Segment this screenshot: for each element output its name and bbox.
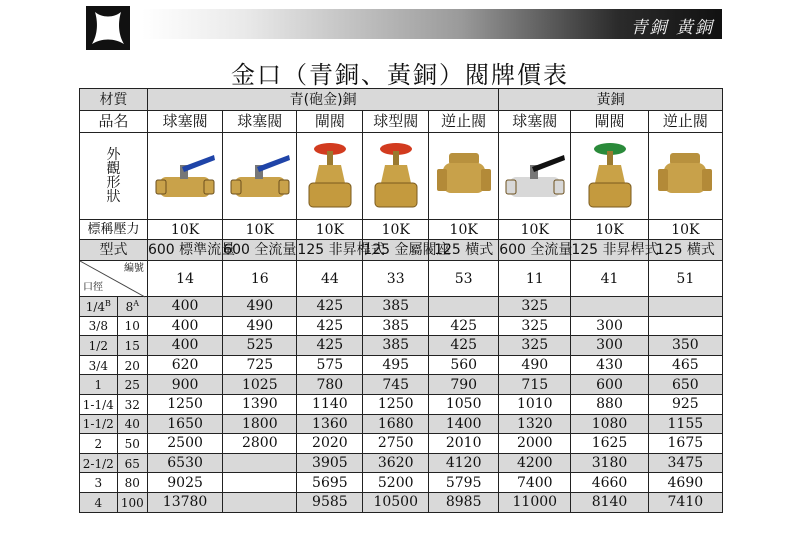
bronze-full-port-ball-valve-icon <box>223 133 297 220</box>
rating-value: 10K <box>648 220 722 240</box>
size-mm: 20 <box>117 355 147 375</box>
price-cell: 400 <box>147 297 222 317</box>
brass-check-valve-icon <box>648 133 722 220</box>
product-name: 球塞閥 <box>499 111 571 133</box>
price-cell: 620 <box>147 355 222 375</box>
price-cell: 600 <box>571 375 648 395</box>
product-name: 逆止閥 <box>429 111 499 133</box>
price-cell: 1400 <box>429 414 499 434</box>
price-cell: 1025 <box>223 375 297 395</box>
price-cell: 3905 <box>297 453 363 473</box>
logo-icon <box>82 2 134 54</box>
price-cell: 325 <box>499 336 571 356</box>
appearance-label: 外 觀 形 狀 <box>80 133 148 220</box>
size-inch: 2 <box>80 434 118 454</box>
size-inch: 1-1/2 <box>80 414 118 434</box>
price-cell: 1390 <box>223 394 297 414</box>
bronze-ball-valve-icon <box>147 133 222 220</box>
product-name: 球型閥 <box>363 111 429 133</box>
price-row <box>80 316 723 336</box>
price-cell <box>223 492 297 512</box>
size-inch: 3/8 <box>80 316 118 336</box>
size-mm: 32 <box>117 394 147 414</box>
size-inch: 2-1/2 <box>80 453 118 473</box>
rating-label: 標稱壓力 <box>80 220 148 240</box>
price-cell: 325 <box>499 316 571 336</box>
price-cell: 490 <box>223 297 297 317</box>
price-cell: 5695 <box>297 473 363 493</box>
price-row <box>80 355 723 375</box>
product-name: 閘閥 <box>571 111 648 133</box>
product-name: 逆止閥 <box>648 111 722 133</box>
price-cell: 525 <box>223 336 297 356</box>
price-cell: 925 <box>648 394 722 414</box>
code-value: 33 <box>363 261 429 297</box>
price-cell: 385 <box>363 336 429 356</box>
price-row <box>80 394 723 414</box>
price-cell: 1650 <box>147 414 222 434</box>
price-cell: 745 <box>363 375 429 395</box>
price-cell: 650 <box>648 375 722 395</box>
price-cell: 400 <box>147 336 222 356</box>
price-cell: 300 <box>571 336 648 356</box>
size-inch: 3/4 <box>80 355 118 375</box>
price-cell: 3180 <box>571 453 648 473</box>
model-value: 600 全流量 <box>223 240 297 261</box>
price-cell: 8140 <box>571 492 648 512</box>
price-table <box>79 88 723 513</box>
price-cell: 560 <box>429 355 499 375</box>
size-mm: 10 <box>117 316 147 336</box>
price-cell: 350 <box>648 336 722 356</box>
price-cell: 2000 <box>499 434 571 454</box>
price-cell: 3620 <box>363 453 429 473</box>
bronze-gate-valve-icon <box>297 133 363 220</box>
price-cell: 1250 <box>147 394 222 414</box>
product-name: 閘閥 <box>297 111 363 133</box>
price-cell: 4660 <box>571 473 648 493</box>
price-cell: 2020 <box>297 434 363 454</box>
code-value: 41 <box>571 261 648 297</box>
code-value: 11 <box>499 261 571 297</box>
price-cell: 495 <box>363 355 429 375</box>
price-cell: 490 <box>499 355 571 375</box>
price-cell: 780 <box>297 375 363 395</box>
price-cell <box>223 473 297 493</box>
code-label: 編號 <box>123 263 144 274</box>
code-value: 53 <box>429 261 499 297</box>
model-value: 125 非昇桿式 <box>297 240 363 261</box>
price-cell: 1800 <box>223 414 297 434</box>
rating-value: 10K <box>429 220 499 240</box>
price-cell: 1050 <box>429 394 499 414</box>
price-cell: 575 <box>297 355 363 375</box>
price-cell: 425 <box>297 336 363 356</box>
price-cell: 8985 <box>429 492 499 512</box>
price-cell: 4200 <box>499 453 571 473</box>
price-cell: 425 <box>297 316 363 336</box>
price-cell: 1080 <box>571 414 648 434</box>
price-cell: 1625 <box>571 434 648 454</box>
price-cell <box>648 297 722 317</box>
rating-value: 10K <box>499 220 571 240</box>
diameter-label: 口徑 <box>83 282 103 293</box>
price-cell: 13780 <box>147 492 222 512</box>
price-cell <box>648 316 722 336</box>
price-cell: 6530 <box>147 453 222 473</box>
size-inch: $1/4^B$ <box>80 297 118 317</box>
price-cell: 1680 <box>363 414 429 434</box>
code-value: 44 <box>297 261 363 297</box>
price-cell: 725 <box>223 355 297 375</box>
code-diameter-header <box>80 261 148 297</box>
price-cell: 900 <box>147 375 222 395</box>
model-value: 125 横式 <box>648 240 722 261</box>
model-value: 125 金屬閥座 <box>363 240 429 261</box>
price-cell: 1140 <box>297 394 363 414</box>
brass-gate-valve-icon <box>571 133 648 220</box>
price-cell <box>571 297 648 317</box>
size-inch: 4 <box>80 492 118 512</box>
size-mm: 80 <box>117 473 147 493</box>
size-inch: 1/2 <box>80 336 118 356</box>
price-cell: 880 <box>571 394 648 414</box>
rating-value: 10K <box>147 220 222 240</box>
price-cell: 465 <box>648 355 722 375</box>
price-cell: 490 <box>223 316 297 336</box>
product-name: 球塞閥 <box>147 111 222 133</box>
material-bronze: 青(砲金)銅 <box>147 89 498 111</box>
page-title: 金口（青銅、黃銅）閥牌價表 <box>231 61 569 89</box>
banner-bar <box>142 9 722 39</box>
price-cell: 1155 <box>648 414 722 434</box>
size-mm: 100 <box>117 492 147 512</box>
price-cell: 300 <box>571 316 648 336</box>
size-inch: 1-1/4 <box>80 394 118 414</box>
price-cell: 2500 <box>147 434 222 454</box>
model-value: 125 非昇桿式 <box>571 240 648 261</box>
price-cell: 790 <box>429 375 499 395</box>
rating-value: 10K <box>297 220 363 240</box>
price-cell: 385 <box>363 297 429 317</box>
material-brass: 黃銅 <box>499 89 723 111</box>
price-cell: 385 <box>363 316 429 336</box>
price-cell: 425 <box>429 336 499 356</box>
model-label: 型式 <box>80 240 148 261</box>
model-value: 600 全流量 <box>499 240 571 261</box>
price-row <box>80 453 723 473</box>
bronze-check-valve-icon <box>429 133 499 220</box>
price-cell: 325 <box>499 297 571 317</box>
price-cell: 5200 <box>363 473 429 493</box>
price-cell: 1675 <box>648 434 722 454</box>
product-name-label: 品名 <box>80 111 148 133</box>
rating-value: 10K <box>571 220 648 240</box>
price-cell: 2010 <box>429 434 499 454</box>
price-cell: 10500 <box>363 492 429 512</box>
price-cell: 1010 <box>499 394 571 414</box>
code-value: 51 <box>648 261 722 297</box>
price-cell: 2750 <box>363 434 429 454</box>
price-cell: 7410 <box>648 492 722 512</box>
price-cell: 9585 <box>297 492 363 512</box>
model-value: 600 標準流量 <box>147 240 222 261</box>
size-mm: 15 <box>117 336 147 356</box>
price-row <box>80 473 723 493</box>
price-cell: 11000 <box>499 492 571 512</box>
size-mm: 40 <box>117 414 147 434</box>
rating-value: 10K <box>223 220 297 240</box>
price-cell: 715 <box>499 375 571 395</box>
size-mm: 50 <box>117 434 147 454</box>
header-banner <box>82 2 722 54</box>
code-value: 16 <box>223 261 297 297</box>
rating-value: 10K <box>363 220 429 240</box>
price-cell: 4690 <box>648 473 722 493</box>
material-label: 材質 <box>80 89 148 111</box>
banner-text: 青銅 黃銅 <box>630 18 714 38</box>
price-cell <box>223 453 297 473</box>
price-row <box>80 492 723 512</box>
price-row <box>80 414 723 434</box>
price-cell: 7400 <box>499 473 571 493</box>
price-cell: 1320 <box>499 414 571 434</box>
size-inch: 3 <box>80 473 118 493</box>
bronze-globe-valve-icon <box>363 133 429 220</box>
price-row <box>80 297 723 317</box>
price-cell: 1360 <box>297 414 363 434</box>
price-cell: 4120 <box>429 453 499 473</box>
model-value: 125 横式 <box>429 240 499 261</box>
product-name: 球塞閥 <box>223 111 297 133</box>
price-row <box>80 336 723 356</box>
price-row <box>80 434 723 454</box>
size-mm: 25 <box>117 375 147 395</box>
price-cell: 9025 <box>147 473 222 493</box>
price-cell: 425 <box>297 297 363 317</box>
price-cell: 3475 <box>648 453 722 473</box>
size-inch: 1 <box>80 375 118 395</box>
price-cell: 430 <box>571 355 648 375</box>
price-cell: 1250 <box>363 394 429 414</box>
price-cell <box>429 297 499 317</box>
price-cell: 5795 <box>429 473 499 493</box>
price-cell: 400 <box>147 316 222 336</box>
code-value: 14 <box>147 261 222 297</box>
price-row <box>80 375 723 395</box>
price-cell: 2800 <box>223 434 297 454</box>
size-mm: $8^A$ <box>117 297 147 317</box>
size-mm: 65 <box>117 453 147 473</box>
brass-ball-valve-icon <box>499 133 571 220</box>
price-cell: 425 <box>429 316 499 336</box>
